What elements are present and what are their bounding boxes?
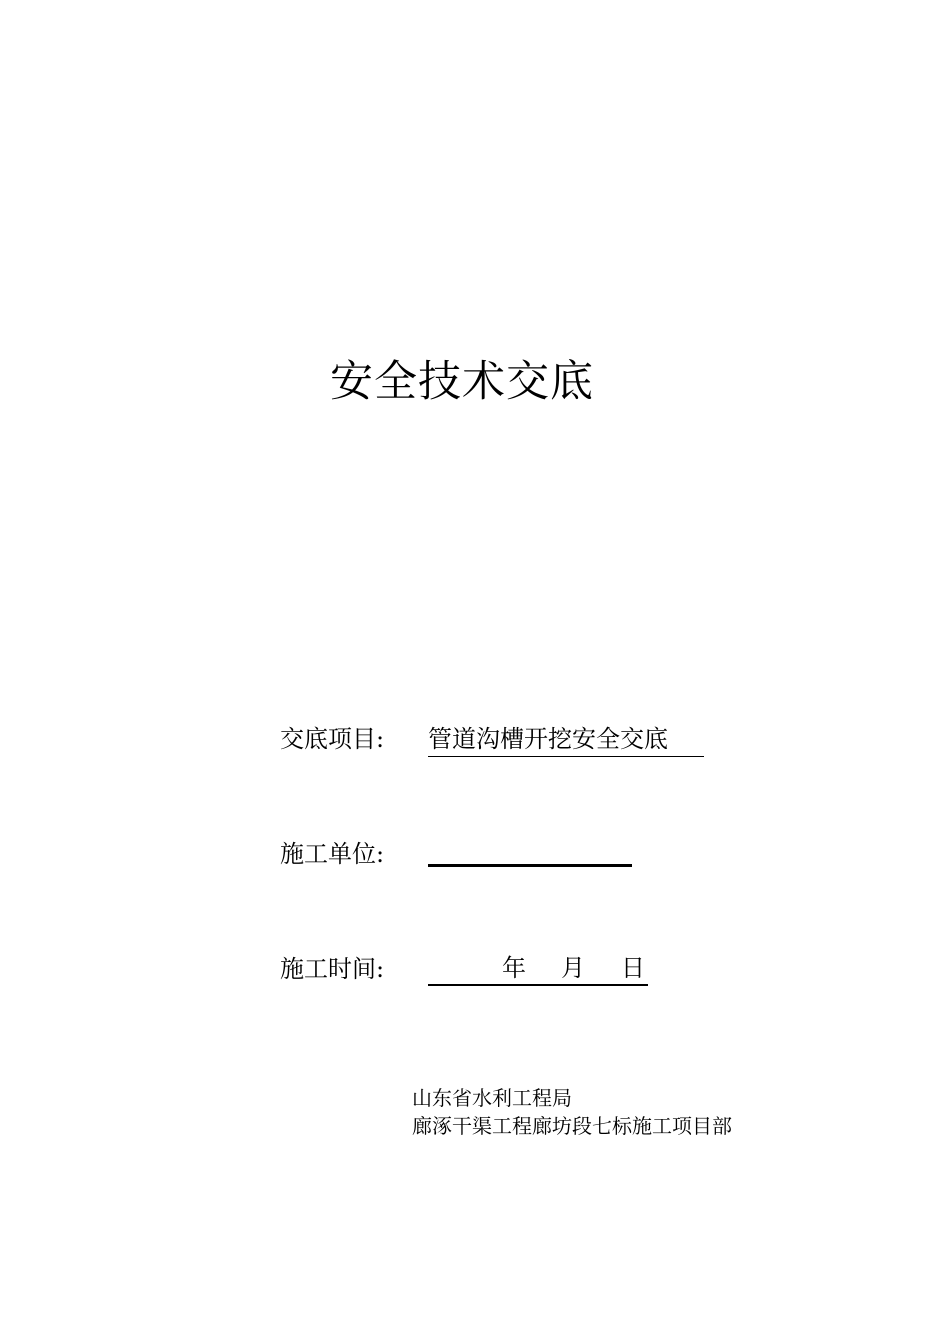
unit-underline — [428, 864, 632, 867]
organization-line1: 山东省水利工程局 — [412, 1086, 572, 1110]
organization-line2: 廊涿干渠工程廊坊段七标施工项目部 — [412, 1114, 732, 1138]
time-value — [428, 952, 648, 986]
time-day: 日 — [621, 954, 645, 982]
document-title: 安全技术交底 — [330, 357, 594, 407]
time-year: 年 — [502, 954, 526, 982]
project-value: 管道沟槽开挖安全交底 — [428, 722, 704, 757]
project-label: 交底项目: — [280, 725, 385, 753]
time-month: 月 — [561, 954, 585, 982]
time-label: 施工时间: — [280, 955, 385, 983]
unit-label: 施工单位: — [280, 840, 385, 868]
